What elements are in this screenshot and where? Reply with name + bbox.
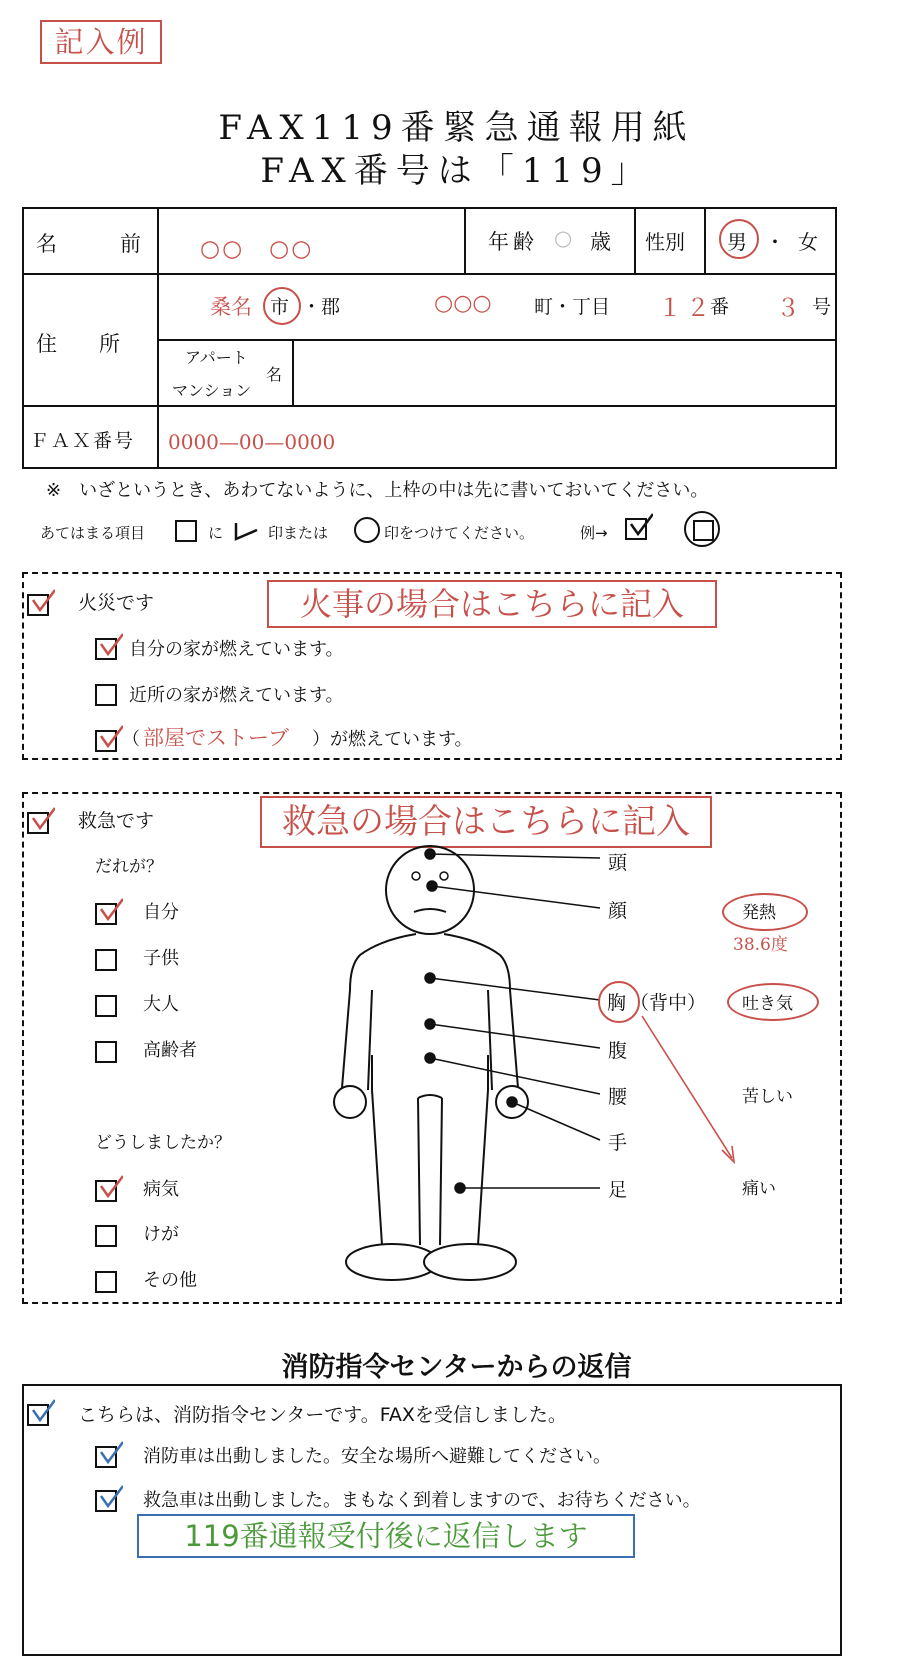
address-town-label: 町・丁目 [534,296,611,318]
who-1-checkbox[interactable] [95,903,117,925]
who-3-checkbox[interactable] [95,995,117,1017]
emergency-header: 救急です [78,810,155,832]
figure-eye-left [412,872,420,880]
who-2-label: 子供 [143,948,179,969]
reply-line-2: 消防車は出動しました。安全な場所へ避難してください。 [143,1446,611,1467]
check-mark-icon [233,520,259,542]
age-unit: 歳 [590,230,611,254]
gender-male[interactable]: 男 [727,230,747,254]
example-checked-box-icon [625,518,647,540]
what-1-label: 病気 [143,1179,179,1200]
age-value: ○ [554,226,573,250]
figure-mouth [414,909,446,912]
who-title: だれが？ [95,857,163,877]
address-city-value: 桑名 [210,295,252,319]
name-label: 名 前 [36,232,141,256]
symptom-pain[interactable]: 痛い [742,1179,776,1199]
emergency-checkbox[interactable] [27,812,49,834]
fire-item-1-label: 自分の家が燃えています。 [129,639,344,660]
symptom-fever[interactable]: 発熱 [742,903,776,923]
who-3-label: 大人 [143,994,179,1015]
sample-checkbox-icon [175,520,197,542]
address-town-value: ○○○ [434,291,492,316]
who-4-label: 高齢者 [143,1040,197,1061]
part-waist[interactable]: 腰 [608,1086,628,1108]
instruction-part-2: に [208,524,224,542]
symptom-fever-value: 38.6度 [733,935,788,955]
address-city-label[interactable]: 市 [270,296,290,318]
arrow-head-icon [722,1146,734,1162]
what-title: どうしましたか？ [95,1133,231,1153]
who-2-checkbox[interactable] [95,949,117,971]
reply-line-3: 救急車は出動しました。まもなく到着しますので、お待ちください。 [143,1490,701,1511]
reply-title: 消防指令センターからの返信 [281,1352,632,1383]
age-label: 年齢 [488,230,538,254]
reply-banner: 119番通報受付後に返信します [137,1514,635,1558]
fire-item-3-close: ）が燃えています。 [312,729,473,750]
note-text: ※ いざというとき、あわてないように、上枠の中は先に書いておいてください。 [46,480,709,501]
example-circled-box-icon [684,511,720,547]
who-1-label: 自分 [143,902,179,923]
reply-line-2-checkbox[interactable] [95,1446,117,1468]
reply-line-1-checkbox[interactable] [27,1404,49,1426]
what-1-checkbox[interactable] [95,1180,117,1202]
reply-line-1: こちらは、消防指令センターです。FAXを受信しました。 [78,1404,567,1426]
apartment-label-2: マンション [172,381,252,400]
fire-item-2-label: 近所の家が燃えています。 [129,685,344,706]
figure-hand-left [334,1086,366,1118]
address-go-label: 号 [812,296,832,318]
instruction-part-3: 印または [268,524,329,542]
fire-item-1-checkbox[interactable] [95,638,117,660]
reply-line-3-checkbox[interactable] [95,1490,117,1512]
part-head[interactable]: 頭 [608,852,628,874]
figure-eye-right [440,872,448,880]
body-figure [320,840,740,1290]
who-4-checkbox[interactable] [95,1041,117,1063]
fire-item-3-value: 部屋でストーブ [143,726,289,750]
title-line-1: FAX119番緊急通報用紙 [218,108,695,148]
part-belly[interactable]: 腹 [608,1040,628,1062]
gender-separator: ・ [765,230,785,254]
info-table [22,207,837,469]
title-line-2: FAX番号は「119」 [260,151,653,191]
address-gun-label[interactable]: ・郡 [302,296,341,318]
part-chest-extra: （背中） [630,992,707,1014]
address-ban-value: １２ [658,294,714,322]
instruction-part-5: 例→ [580,524,608,542]
symptom-nausea[interactable]: 吐き気 [742,994,793,1014]
address-ban-label: 番 [710,296,730,318]
what-2-checkbox[interactable] [95,1225,117,1247]
gender-female[interactable]: 女 [798,230,818,254]
apartment-label-1: アパート [185,348,248,367]
fire-item-3-open: （ [122,729,140,750]
fax-value: 0000—00—0000 [168,430,336,454]
figure-foot-right [424,1244,516,1280]
address-label: 住 所 [36,332,120,356]
part-hand[interactable]: 手 [608,1132,628,1154]
fire-header: 火災です [78,592,155,614]
fax-label: ＦＡＸ番号 [30,430,136,452]
instruction-part-4: 印をつけてください。 [384,524,535,542]
gender-label: 性別 [645,230,685,254]
part-foot[interactable]: 足 [608,1179,628,1201]
name-value: ○○ ○○ [200,236,314,262]
part-chest[interactable]: 胸 [607,992,627,1014]
apartment-name-field[interactable] [295,340,835,402]
instruction-part-1: あてはまる項目 [40,524,146,542]
emergency-banner: 救急の場合はこちらに記入 [260,796,712,848]
what-2-label: けが [143,1224,179,1245]
symptom-hard[interactable]: 苦しい [742,1087,793,1107]
circle-mark-icon [354,517,380,543]
address-go-value: ３ [776,294,800,322]
part-face[interactable]: 顔 [608,900,628,922]
apartment-name-suffix: 名 [266,365,283,384]
what-3-label: その他 [143,1270,197,1291]
what-3-checkbox[interactable] [95,1271,117,1293]
fire-banner: 火事の場合はこちらに記入 [267,580,717,628]
chest-to-pain-arrow [642,1016,732,1158]
fire-item-3-checkbox[interactable] [95,730,117,752]
fire-item-2-checkbox[interactable] [95,684,117,706]
example-tag: 記入例 [40,20,162,64]
fire-checkbox[interactable] [27,594,49,616]
